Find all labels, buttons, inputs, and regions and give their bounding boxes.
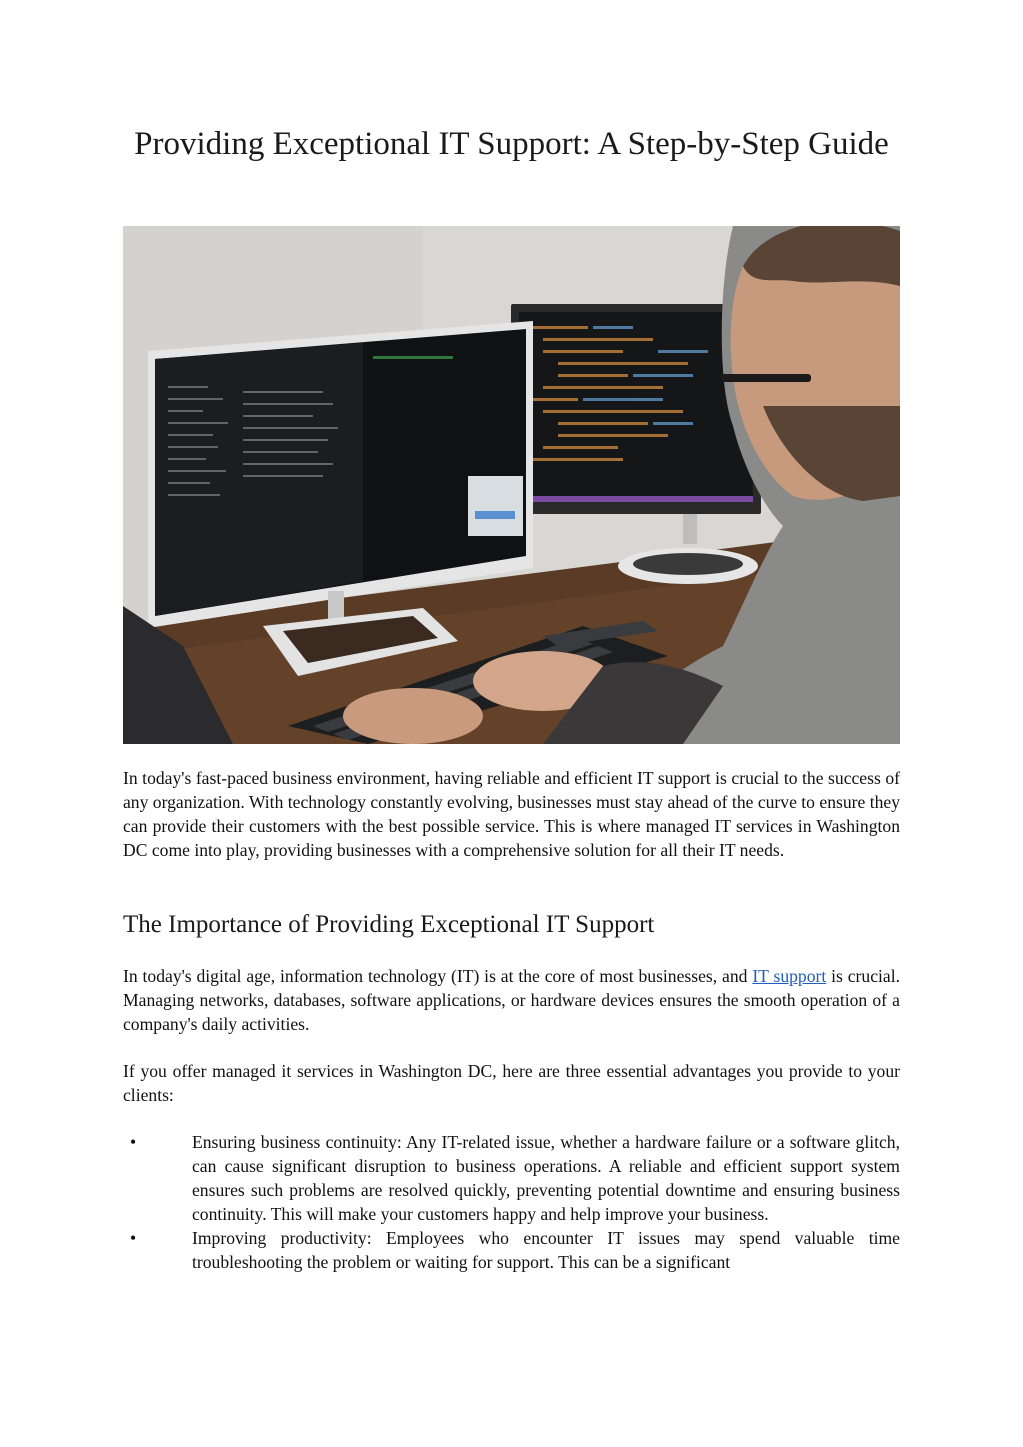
list-item [123, 1130, 900, 1226]
list-item-text: Ensuring business continuity: Any IT-related issue, whether a hardware failure or a software glitch, can cause significant disruption to business operations. A reliable and efficient support system ensures such problems are resolved quickly, preventing potential downtime and ensuring business continuity. This will make your customers happy and help improve your business. [192, 1132, 900, 1224]
paragraph-it-core [123, 964, 900, 1036]
it-support-link[interactable]: IT support [752, 966, 827, 986]
intro-paragraph: In today's fast-paced business environment, having reliable and efficient IT support is crucial to the success of any organization. With technology constantly evolving, businesses must stay ahead of the curve to ensure they can provide their customers with the best possible service. This is where managed IT services in Washington DC come into play, providing businesses with a comprehensive solution for all their IT needs. [123, 768, 900, 860]
paragraph-it-core-start: In today's digital age, information technology (IT) is at the core of most businesses, and [123, 966, 753, 986]
page-title: Providing Exceptional IT Support: A Step-by-Step Guide [134, 126, 889, 162]
hero-photo [123, 226, 900, 744]
list-item-text: Improving productivity: Employees who encounter IT issues may spend valuable time troubleshooting the problem or waiting for support. This can be a significant [192, 1228, 900, 1272]
hero-photo-illustration [123, 226, 900, 744]
list-item [123, 1226, 900, 1274]
bullet-marker: • [130, 1228, 137, 1248]
section-heading: The Importance of Providing Exceptional IT Support [123, 911, 655, 938]
paragraph-advantages-intro: If you offer managed it services in Washington DC, here are three essential advantages you provide to your clients: [123, 1061, 900, 1105]
paragraph-it-core-end: is crucial. Managing networks, databases, software applications, or hardware devices ensures the smooth operation of a company's daily activities. [123, 966, 900, 1034]
advantages-list [123, 1130, 900, 1274]
bullet-marker: • [130, 1132, 137, 1152]
